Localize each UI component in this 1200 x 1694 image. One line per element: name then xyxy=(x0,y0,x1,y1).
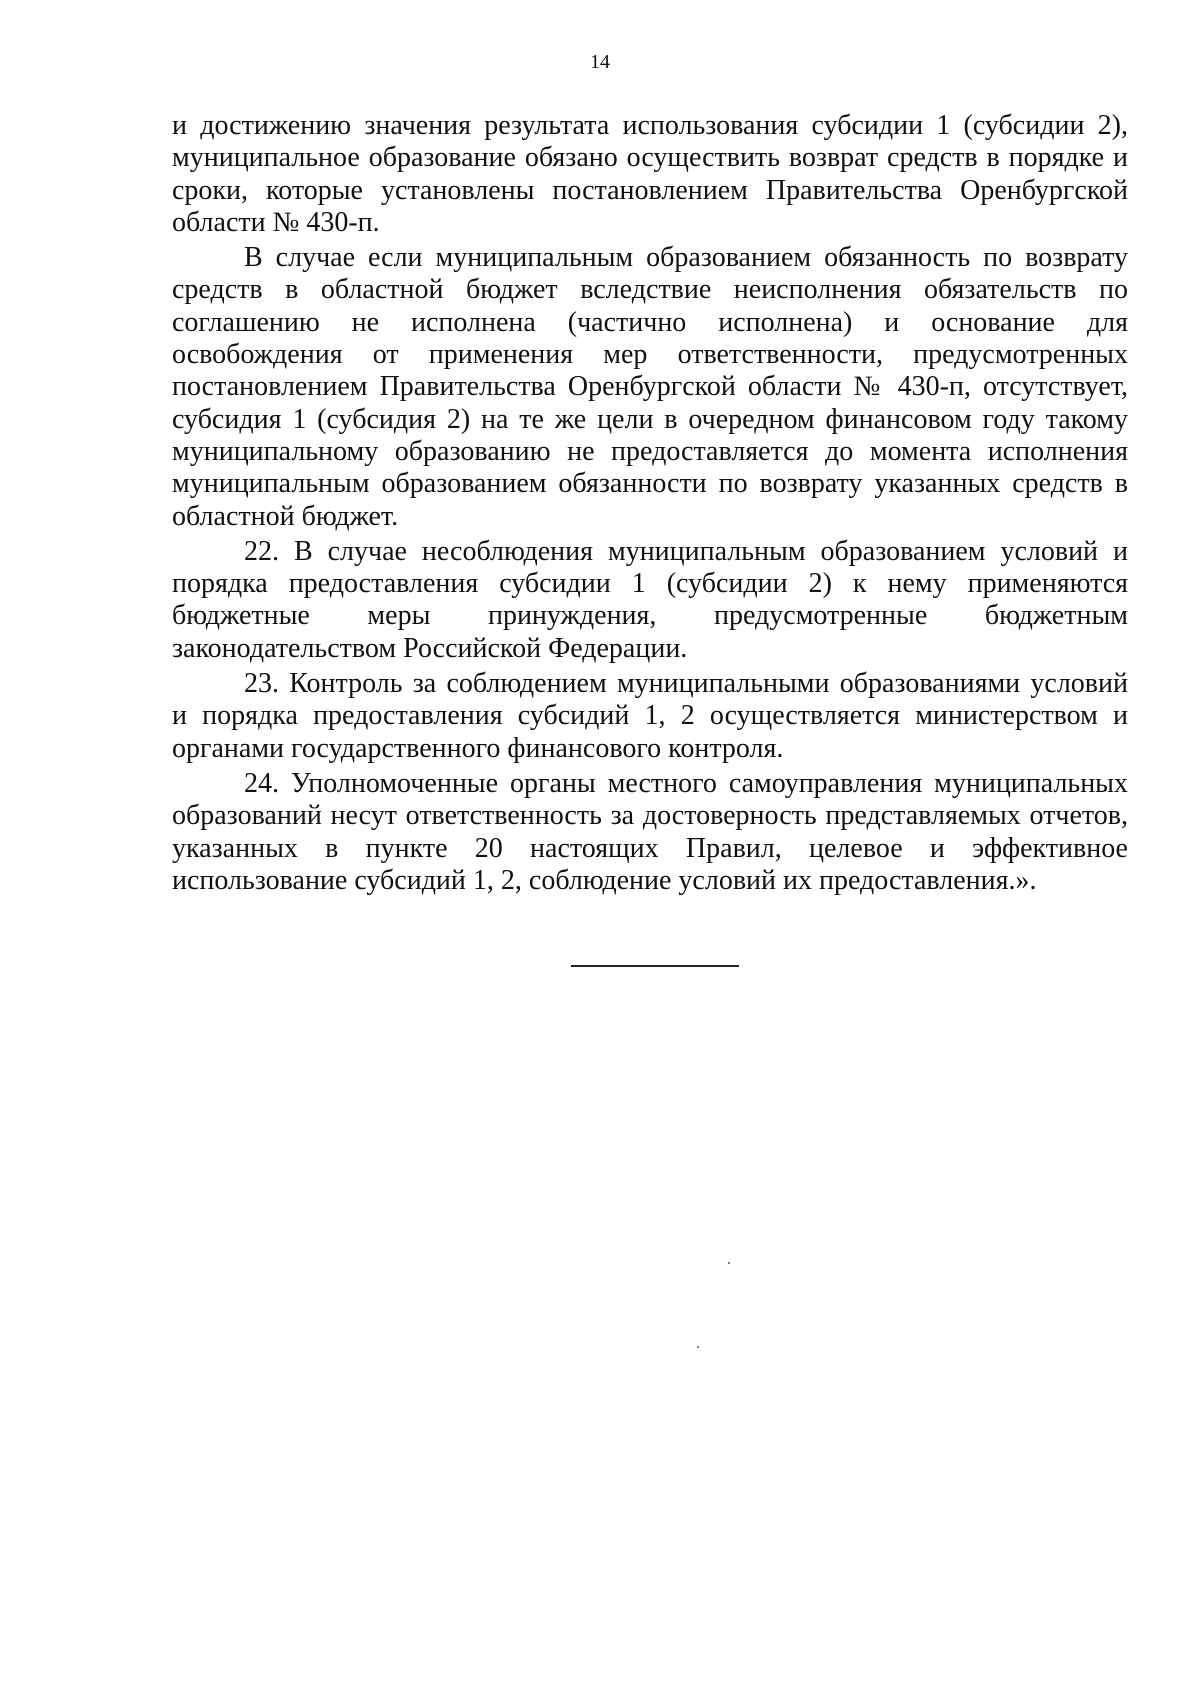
document-body xyxy=(172,110,1128,897)
paragraph-continuation: и достижению значения результата использования субсидии 1 (субсидии 2), муниципальное образование обязано осуществить возврат средств в порядке и сроки, которые установлены постановлением Правительства Оренбургской области № 430-п. xyxy=(172,110,1128,238)
paragraph-item-22: 22. В случае несоблюдения муниципальным образованием условий и порядка предоставления субсидии 1 (субсидии 2) к нему применяются бюджетные меры принуждения, предусмотренные бюджетным законодательством Российской Федерации. xyxy=(172,535,1128,664)
page-number: 14 xyxy=(590,51,610,73)
scan-speck xyxy=(728,1262,730,1264)
paragraph-refund-obligation: В случае если муниципальным образованием обязанность по возврату средств в областной бюджет вследствие неисполнения обязательств по соглашению не исполнена (частично исполнена) и основание для освобождения от применения мер ответственности, предусмотренных постановлением Правительства Оренбургской области № 430-п, отсутствует, субсидия 1 (субсидия 2) на те же цели в очередном финансовом году такому муниципальному образованию не предоставляется до момента исполнения муниципальным образованием обязанности по возврату указанных средств в областной бюджет. xyxy=(172,242,1128,532)
scan-speck xyxy=(697,1346,699,1348)
paragraph-item-23: 23. Контроль за соблюдением муниципальными образованиями условий и порядка предоставления субсидий 1, 2 осуществляется министерством и органами государственного финансового контроля. xyxy=(172,668,1128,764)
end-of-document-rule xyxy=(571,965,739,967)
paragraph-item-24: 24. Уполномоченные органы местного самоуправления муниципальных образований несут ответственность за достоверность представляемых отчетов, указанных в пункте 20 настоящих Правил, целевое и эффективное использование субсидий 1, 2, соблюдение условий их предоставления.». xyxy=(172,767,1128,896)
